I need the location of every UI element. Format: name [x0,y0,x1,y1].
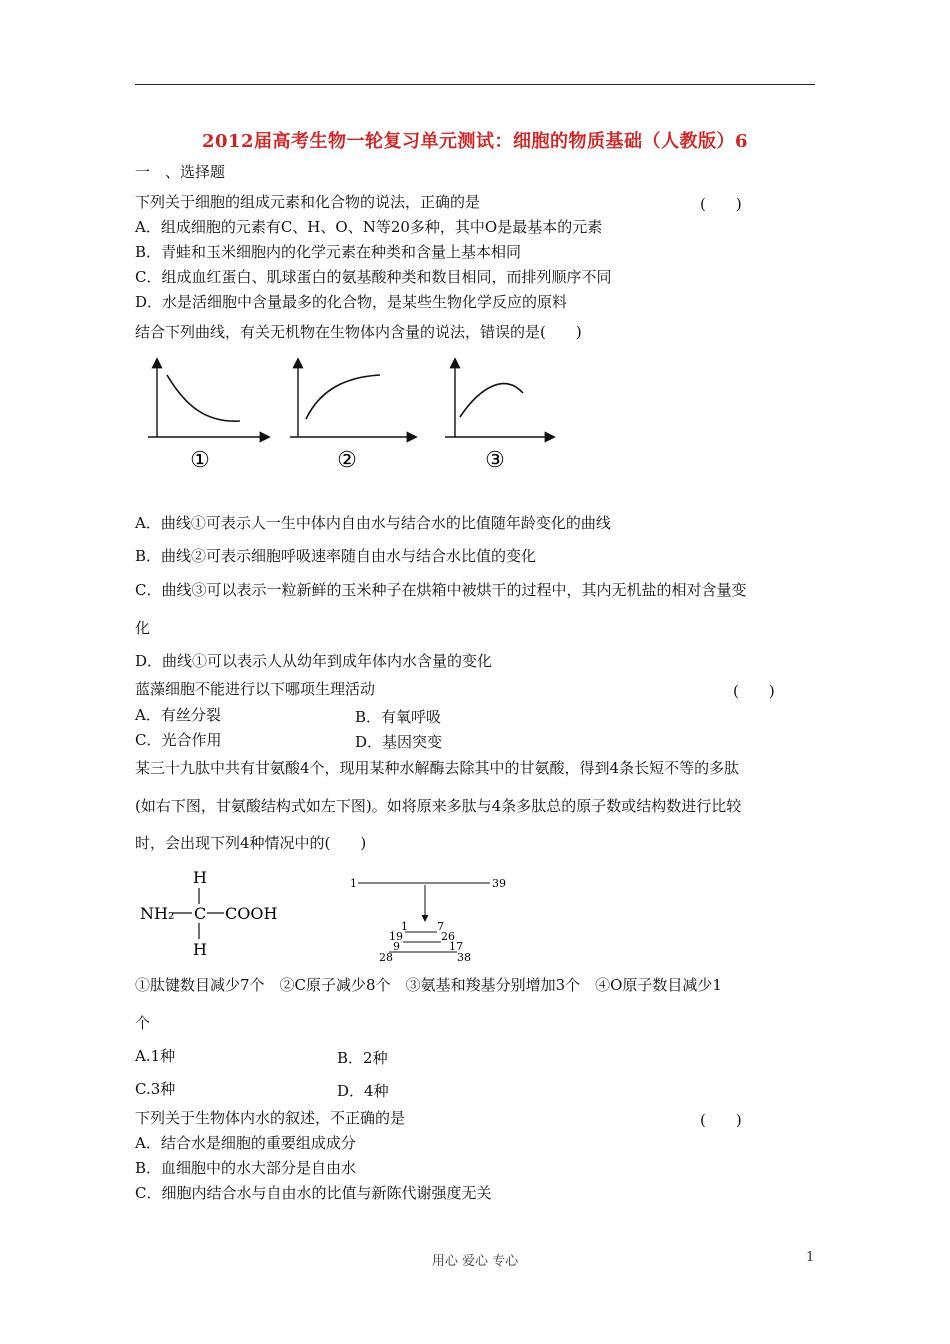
q5-answer-paren: ( ) [700,1111,742,1129]
q3-option-d: D．基因突变 [355,733,443,751]
frag4-start: 28 [379,951,393,964]
q4-statements: ①肽键数目减少7个 ②C原子减少8个 ③氨基和羧基分别增加3个 ④O原子数目减少1 [135,976,722,994]
frag2-start: 19 [389,930,403,943]
curve-graph-1 [148,360,268,473]
q5-option-c: C．细胞内结合水与自由水的比值与新陈代谢强度无关 [135,1184,492,1202]
q3-option-a: A．有丝分裂 [135,706,221,724]
section-heading: 一 、选择题 [135,163,226,181]
q3-option-c: C．光合作用 [135,731,222,749]
formula-cooh: COOH [225,904,278,923]
q1-option-c: C．组成血红蛋白、肌球蛋白的氨基酸种类和数目相同，而排列顺序不同 [135,268,612,286]
graph-label-2: ② [337,448,357,473]
q4-option-d: D．4种 [337,1082,389,1100]
q4-statements-cont: 个 [135,1014,151,1032]
page-number: 1 [806,1250,815,1265]
frag4-end: 38 [457,951,471,964]
graph-label-1: ① [190,448,210,473]
q1-stem: 下列关于细胞的组成元素和化合物的说法，正确的是 [135,193,481,211]
header-rule [135,84,815,85]
graph-label-3: ③ [485,448,505,473]
formula-nh2: NH₂ [140,904,175,923]
q3-answer-paren: ( ) [733,682,775,700]
glycine-structure-diagram [135,862,335,962]
formula-h-bottom: H [193,940,207,959]
frag2-end: 26 [441,930,455,943]
frag1-end: 7 [437,920,444,933]
frag3-start: 9 [393,940,400,953]
q1-option-a: A．组成细胞的元素有C、H、O、N等20多种，其中O是最基本的元素 [135,218,603,236]
q4-stem-line-3: 时，会出现下列4种情况中的( ) [135,834,367,852]
q3-option-b: B．有氧呼吸 [355,708,442,726]
q4-option-b: B．2种 [337,1049,388,1067]
q4-option-a: A.1种 [135,1047,176,1065]
q2-stem: 结合下列曲线，有关无机物在生物体内含量的说法，错误的是( ) [135,323,582,341]
q4-stem-line-1: 某三十九肽中共有甘氨酸4个，现用某种水解酶去除其中的甘氨酸，得到4条长短不等的多肽 [135,759,740,777]
footer-motto: 用心 爱心 专心 [431,1254,519,1269]
q2-option-c: C．曲线③可以表示一粒新鲜的玉米种子在烘箱中被烘干的过程中，其内无机盐的相对含量变 [135,581,747,599]
q3-stem: 蓝藻细胞不能进行以下哪项生理活动 [135,680,376,698]
curve-graph-3 [445,360,553,473]
formula-h-top: H [193,868,207,887]
frag3-end: 17 [449,940,463,953]
q1-option-d: D．水是活细胞中含量最多的化合物，是某些生物化学反应的原料 [135,293,568,311]
q2-curve-figures [140,355,560,480]
page-title: 2012届高考生物一轮复习单元测试：细胞的物质基础（人教版）6 [201,131,749,152]
peptide-hydrolysis-diagram [345,872,515,967]
q4-stem-line-2: (如右下图，甘氨酸结构式如左下图)。如将原来多肽与4条多肽总的原子数或结构数进行比较 [135,797,742,815]
q5-stem: 下列关于生物体内水的叙述，不正确的是 [135,1109,406,1127]
frag1-start: 1 [401,920,408,933]
formula-c: C [194,904,207,923]
q2-option-d: D．曲线①可以表示人从幼年到成年体内水含量的变化 [135,652,493,670]
q1-option-b: B．青蛙和玉米细胞内的化学元素在种类和含量上基本相同 [135,243,522,261]
q1-answer-paren: ( ) [700,195,742,213]
peptide-end-label: 39 [492,877,506,890]
q5-option-a: A．结合水是细胞的重要组成成分 [135,1134,356,1152]
q5-option-b: B．血细胞中的水大部分是自由水 [135,1159,357,1177]
peptide-start-label: 1 [350,877,357,890]
q2-option-a: A．曲线①可表示人一生中体内自由水与结合水的比值随年龄变化的曲线 [135,514,611,532]
q4-option-c: C.3种 [135,1080,176,1098]
curve-graph-2 [290,360,415,473]
q2-option-b: B．曲线②可表示细胞呼吸速率随自由水与结合水比值的变化 [135,547,537,565]
q2-option-c-cont: 化 [135,619,151,637]
